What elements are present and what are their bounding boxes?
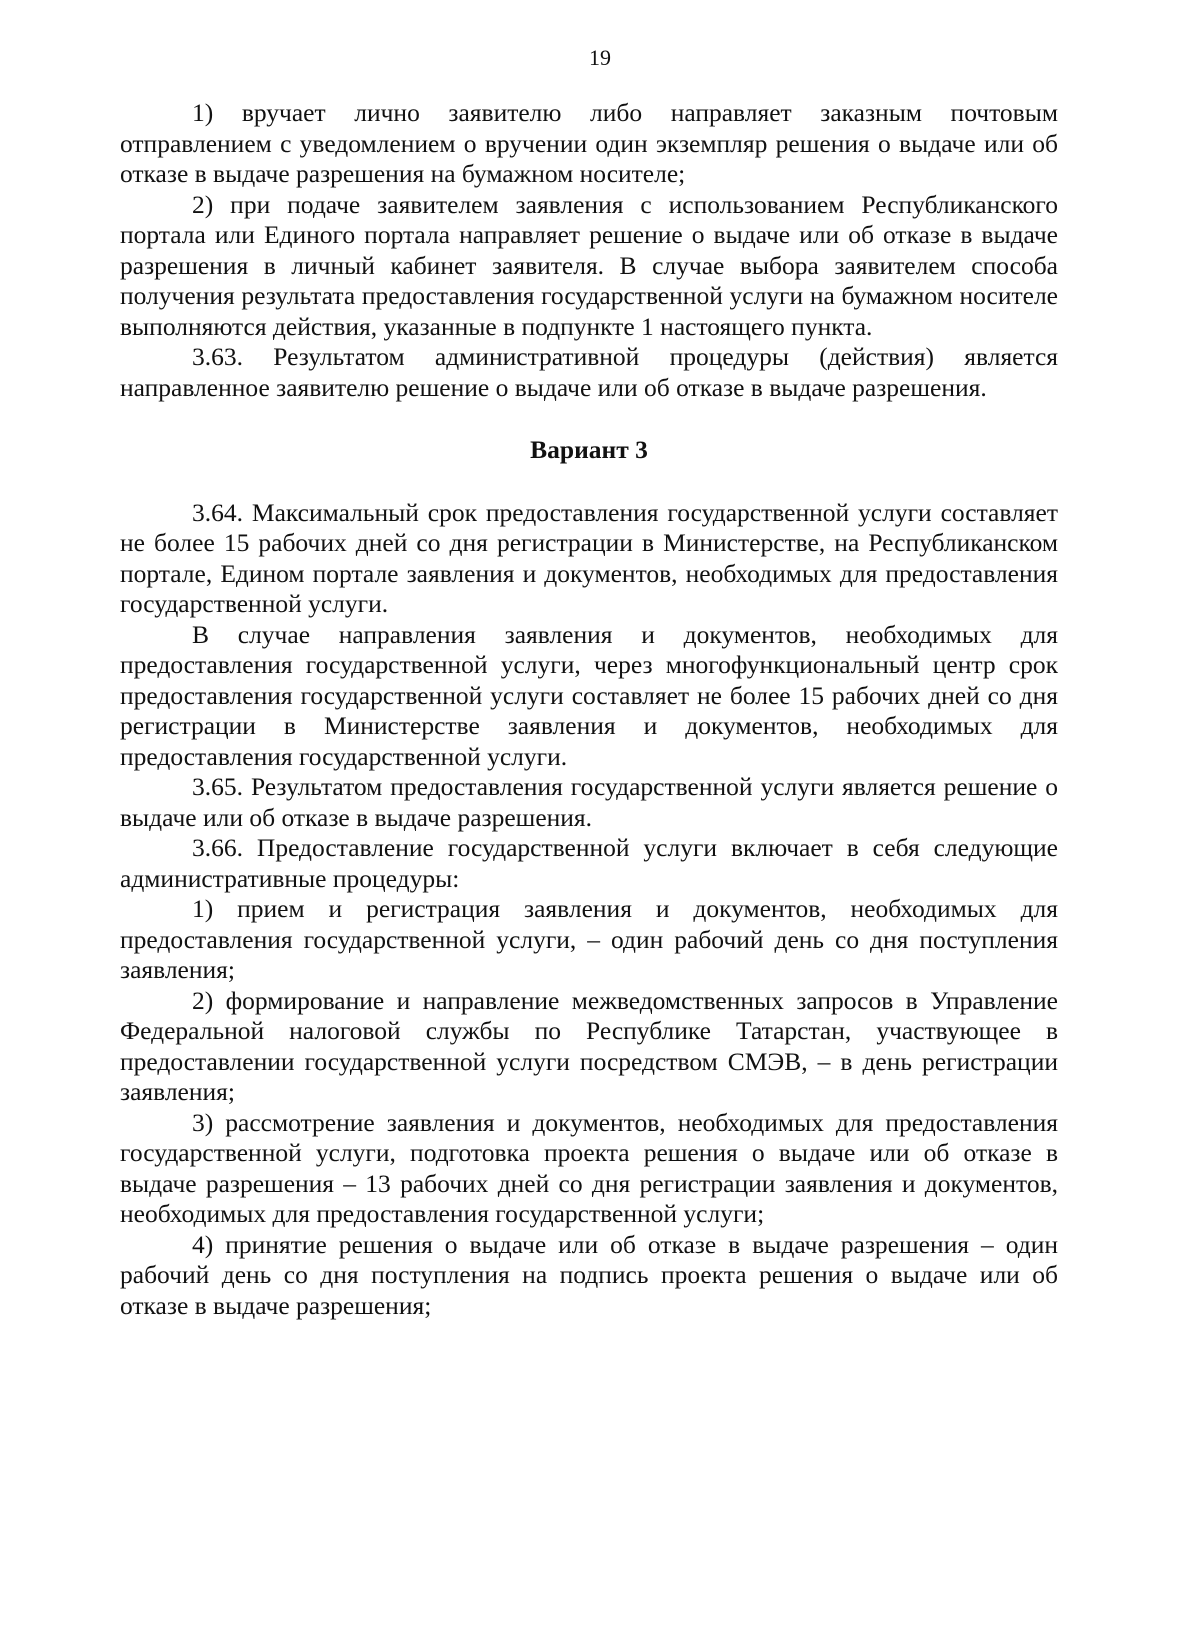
paragraph-3-64: 3.64. Максимальный срок предоставления государственной услуги составляет не более 15 рабочих дней со дня регистрации в Министерстве, на Республиканском портале, Едином портале заявления и документов, необходимых для предоставления государственной услуги. xyxy=(120,497,1058,618)
page-number: 19 xyxy=(589,45,611,70)
procedure-item-1: 1) прием и регистрация заявления и документов, необходимых для предоставления государственной услуги, – один рабочий день со дня поступления заявления; xyxy=(120,894,1058,984)
procedure-item-4: 4) принятие решения о выдаче или об отказе в выдаче разрешения – один рабочий день со дня поступления на подпись проекта решения о выдаче или об отказе в выдаче разрешения; xyxy=(120,1229,1058,1320)
procedure-item-2: 2) формирование и направление межведомственных запросов в Управление Федеральной налоговой службы по Республике Татарстан, участвующее в предоставлении государственной услуги посредством СМЭВ, – в день регистрации заявления; xyxy=(120,985,1058,1106)
paragraph-mfc-case: В случае направления заявления и документов, необходимых для предоставления государственной услуги, через многофункциональный центр срок предоставления государственной услуги составляет не более 15 рабочих дней со дня регистрации в Министерстве заявления и документов, необходимых для предоставления государственной услуги. xyxy=(120,619,1058,771)
paragraph-3-66: 3.66. Предоставление государственной услуги включает в себя следующие административные процедуры: xyxy=(120,833,1058,893)
paragraph-item-2: 2) при подаче заявителем заявления с использованием Республиканского портала или Единого портала направляет решение о выдаче или об отказе в выдаче разрешения в личный кабинет заявителя. В случае выбора заявителем способа получения результата предоставления государственной услуги на бумажном носителе выполняются действия, указанные в подпункте 1 настоящего пункта. xyxy=(120,189,1058,341)
paragraph-3-65: 3.65. Результатом предоставления государственной услуги является решение о выдаче или об отказе в выдаче разрешения. xyxy=(120,772,1058,832)
section-heading-variant-3: Вариант 3 xyxy=(530,435,648,464)
paragraph-item-1: 1) вручает лично заявителю либо направляет заказным почтовым отправлением с уведомлением о вручении один экземпляр решения о выдаче или об отказе в выдаче разрешения на бумажном носителе; xyxy=(120,98,1058,188)
document-body xyxy=(120,98,1058,1321)
paragraph-3-63: 3.63. Результатом административной процедуры (действия) является направленное заявителю решение о выдаче или об отказе в выдаче разрешения. xyxy=(120,342,1058,402)
procedure-item-3: 3) рассмотрение заявления и документов, необходимых для предоставления государственной услуги, подготовка проекта решения о выдаче или об отказе в выдаче разрешения – 13 рабочих дней со дня регистрации заявления и документов, необходимых для предоставления государственной услуги; xyxy=(120,1107,1058,1228)
